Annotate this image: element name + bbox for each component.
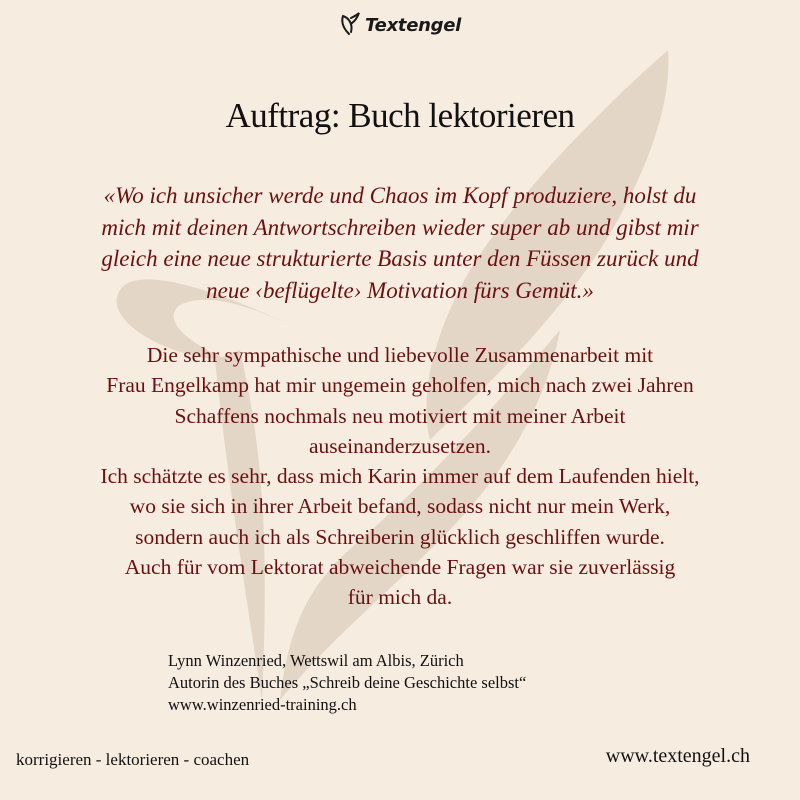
signature-role: Autorin des Buches „Schreib deine Geschichte selbst“ <box>168 673 527 692</box>
signature-website: www.winzenried-training.ch <box>168 695 357 714</box>
quote-line: «Wo ich unsicher werde und Chaos im Kopf produziere, holst du <box>103 183 697 208</box>
angel-feather-icon <box>339 12 361 38</box>
footer-website: www.textengel.ch <box>605 745 750 767</box>
body-line: für mich da. <box>347 585 453 610</box>
signature-name: Lynn Winzenried, Wettswil am Albis, Zürich <box>168 651 464 670</box>
body-line: Auch für vom Lektorat abweichende Fragen war sie zuverlässig <box>124 555 676 580</box>
body-line: Frau Engelkamp hat mir ungemein geholfen, mich nach zwei Jahren <box>106 373 694 398</box>
footer-services: korrigieren - lektorieren - coachen <box>16 750 250 769</box>
quote-line: mich mit deinen Antwortschreiben wieder super ab und gibst mir <box>101 214 699 240</box>
body-line: auseinanderzusetzen. <box>308 433 492 458</box>
signature-block <box>168 650 728 716</box>
body-line: wo sie sich in ihrer Arbeit befand, sodass nicht nur mein Werk, <box>129 494 671 519</box>
body-line: Ich schätzte es sehr, dass mich Karin immer auf dem Laufenden hielt, <box>100 464 700 489</box>
body-line: sondern auch ich als Schreiberin glücklich geschliffen wurde. <box>135 524 665 549</box>
brand-name: Textengel <box>365 14 461 36</box>
quote-line: neue ‹beflügelte› Motivation fürs Gemüt.» <box>206 277 594 303</box>
body-line: Die sehr sympathische und liebevolle Zusammenarbeit mit <box>146 343 654 367</box>
testimonial-quote <box>50 180 750 306</box>
quote-line: gleich eine neue strukturierte Basis unter den Füssen zurück und <box>101 246 699 271</box>
brand-logo <box>0 12 800 38</box>
testimonial-body <box>30 340 770 613</box>
body-line: Schaffens nochmals neu motiviert mit meiner Arbeit <box>174 403 626 428</box>
page-title: Auftrag: Buch lektorieren <box>225 96 575 135</box>
